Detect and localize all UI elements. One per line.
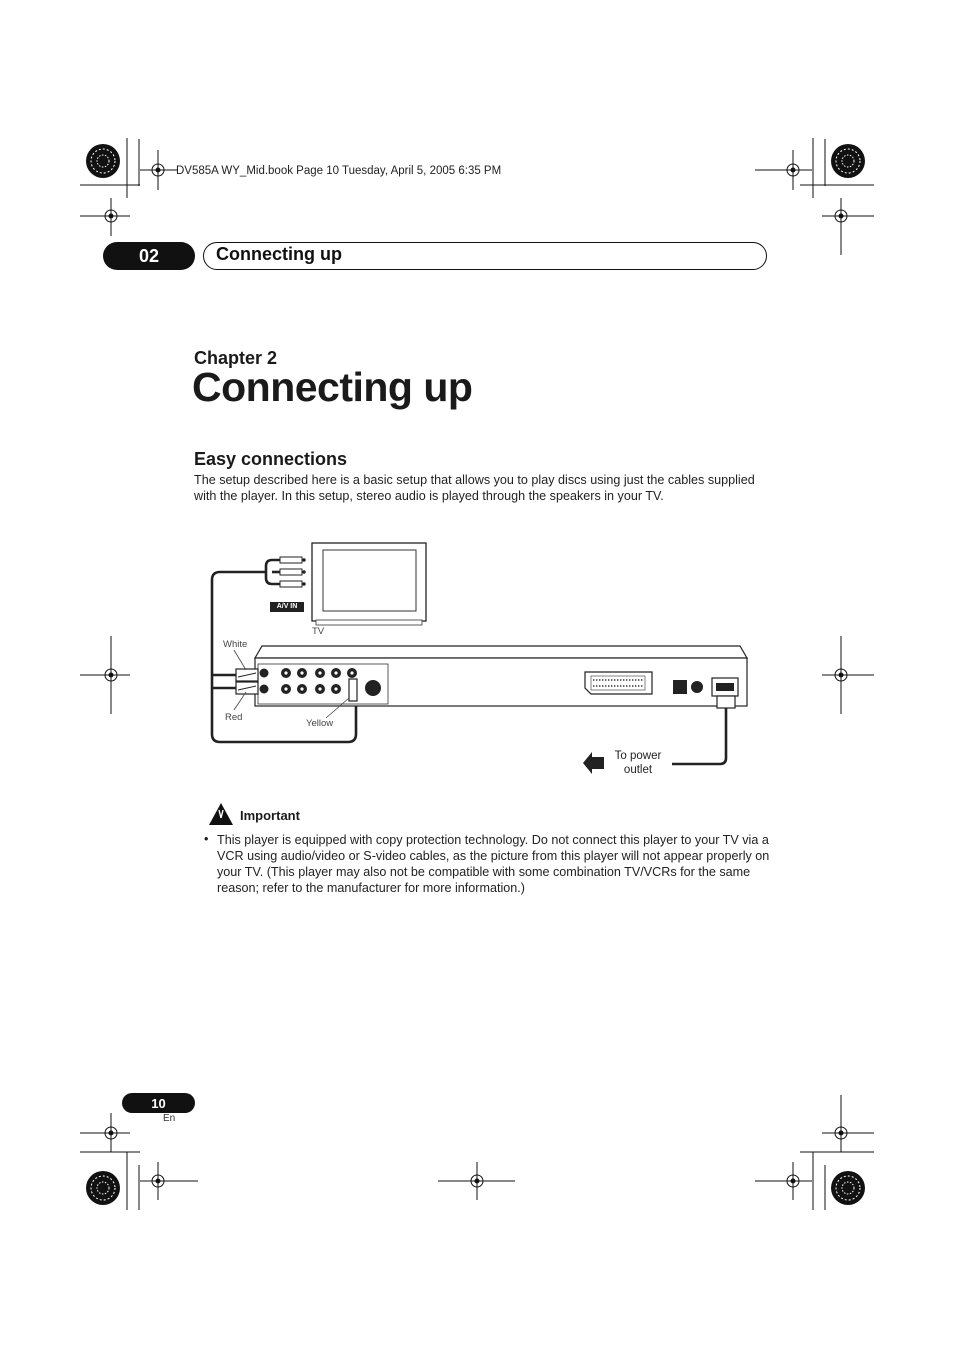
power-outlet-label: To power outlet (614, 750, 662, 776)
av-in-label: A/V IN (270, 602, 304, 612)
warning-hand-icon (209, 803, 233, 825)
print-slug: DV585A WY_Mid.book Page 10 Tuesday, April 5, 2005 6:35 PM (176, 165, 502, 177)
bullet-marker: • (204, 832, 209, 846)
tv-illustration (312, 543, 426, 625)
running-header-title: Connecting up (216, 244, 342, 264)
chapter-number-badge: 02 (103, 242, 195, 270)
tv-label: TV (312, 626, 325, 637)
section-heading: Easy connections (194, 449, 348, 469)
page-title: Connecting up (192, 364, 473, 410)
red-cable-label: Red (225, 712, 243, 723)
page-number-badge: 10 (122, 1093, 195, 1113)
arrow-left-icon (583, 752, 604, 774)
page-language: En (163, 1113, 176, 1124)
dvd-player-illustration (236, 646, 747, 708)
chapter-label: Chapter 2 (194, 348, 278, 368)
white-cable-label: White (223, 639, 248, 650)
important-note: This player is equipped with copy protection technology. Do not connect this player to your TV via a VCR using audio/video or S-video cables, as the picture from this player will not appear properly on your TV. (This player may also not be compatible with some combination TV/VCRs for the same reason; refer to the manufacturer for more information.) (217, 833, 770, 895)
important-label: Important (240, 808, 300, 823)
yellow-cable-label: Yellow (306, 718, 334, 729)
tv-av-jacks (280, 557, 305, 587)
intro-paragraph: The setup described here is a basic setup that allows you to play discs using just the cables supplied with the player. In this setup, stereo audio is played through the speakers in your TV. (194, 473, 755, 503)
